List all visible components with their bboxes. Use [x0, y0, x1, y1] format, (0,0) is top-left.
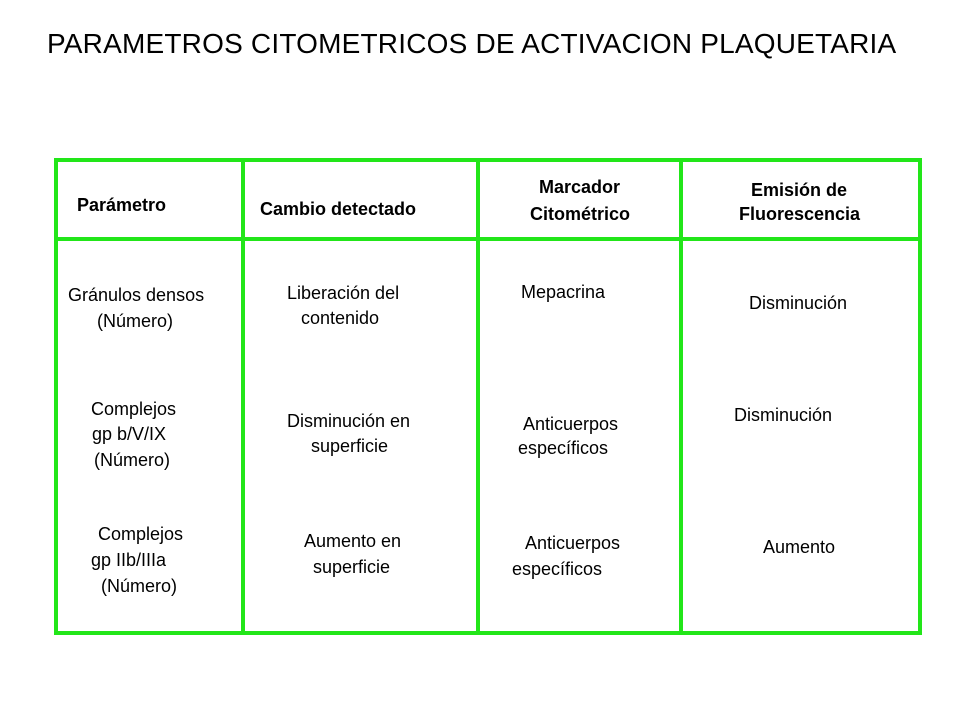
header-emision-line2: Fluorescencia — [739, 204, 861, 224]
header-emision-line1: Emisión de — [751, 180, 848, 200]
row2-cambio-line2: superficie — [311, 436, 389, 456]
row3-marcador-line1: Anticuerpos — [525, 533, 621, 553]
row1-cambio-line1: Liberación del — [287, 283, 400, 303]
row2-emision-line1: Disminución — [734, 405, 833, 425]
header-parametro: Parámetro — [77, 195, 167, 215]
header-marcador-line2: Citométrico — [530, 204, 631, 224]
row1-param-line1: Gránulos densos — [68, 285, 205, 305]
table-border-right — [918, 158, 922, 635]
row1-cambio-line2: contenido — [301, 308, 380, 328]
row2-cambio-line1: Disminución en — [287, 411, 411, 431]
row1-marcador-line1: Mepacrina — [521, 282, 606, 302]
row3-param-line3: (Número) — [101, 576, 178, 596]
table-border-top — [54, 158, 922, 162]
row1-emision-line1: Disminución — [749, 293, 848, 313]
row2-marcador-line1: Anticuerpos — [523, 414, 619, 434]
table-border-bottom — [54, 631, 922, 635]
row2-param-line1: Complejos — [91, 399, 177, 419]
row2-marcador-line2: específicos — [518, 438, 609, 458]
row3-cambio-line1: Aumento en — [304, 531, 402, 551]
row1-param-line2: (Número) — [97, 311, 174, 331]
row3-emision-line1: Aumento — [763, 537, 836, 557]
column-divider-3 — [679, 158, 683, 635]
page-title: PARAMETROS CITOMETRICOS DE ACTIVACION PLAQUETARIA — [47, 28, 897, 59]
table-border-left — [54, 158, 58, 635]
row3-cambio-line2: superficie — [313, 557, 391, 577]
header-marcador-line1: Marcador — [539, 177, 621, 197]
row3-param-line2: gp IIb/IIIa — [91, 550, 167, 570]
column-divider-2 — [476, 158, 480, 635]
header-divider — [54, 237, 922, 241]
row3-marcador-line2: específicos — [512, 559, 603, 579]
column-divider-1 — [241, 158, 245, 635]
header-cambio-detectado: Cambio detectado — [260, 199, 417, 219]
row3-param-line1: Complejos — [98, 524, 184, 544]
row2-param-line2: gp b/V/IX — [92, 424, 167, 444]
row2-param-line3: (Número) — [94, 450, 171, 470]
